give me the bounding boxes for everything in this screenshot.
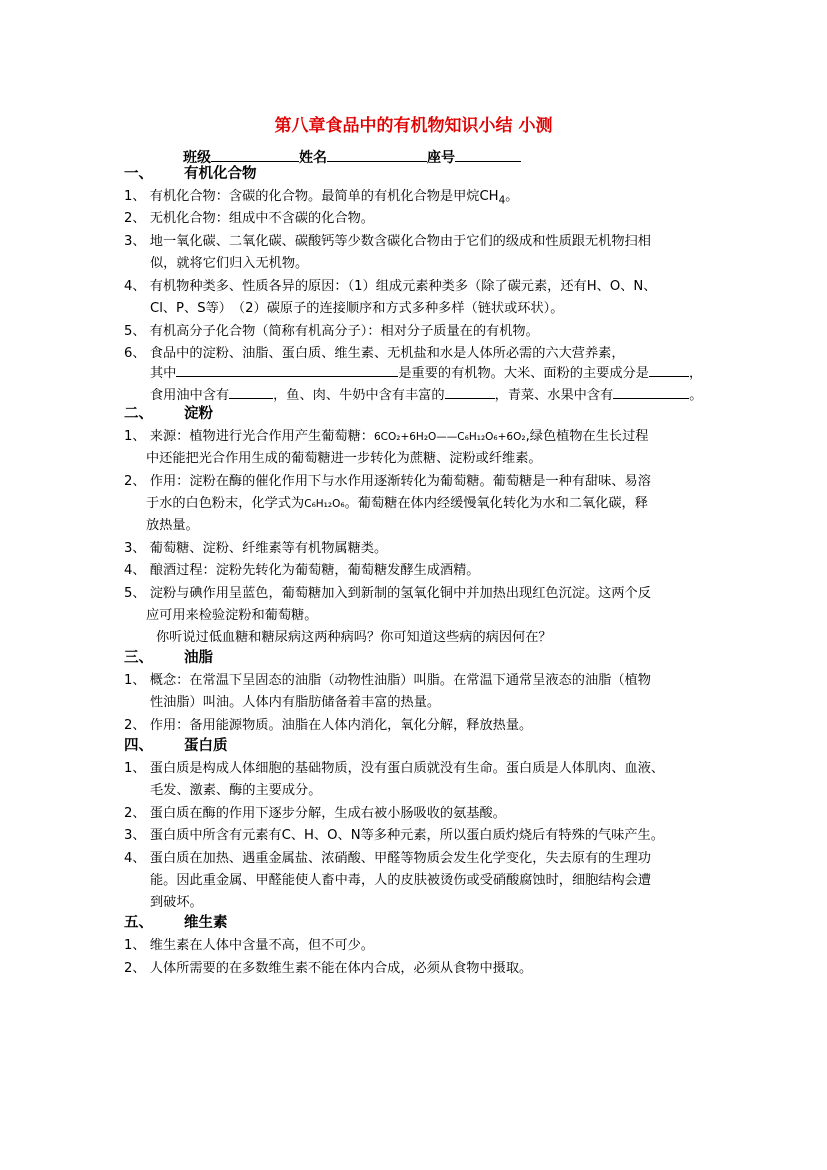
text-line: 6、 食品中的淀粉、油脂、蛋白质、维生素、无机盐和水是人体所必需的六大营养素，	[124, 346, 625, 361]
text-line: 2、 人体所需要的在多数维生素不能在体内合成，必须从食物中摄取。	[124, 961, 533, 976]
seat-blank	[455, 147, 521, 162]
text-line: 1、 概念：在常温下呈固态的油脂（动物性油脂）叫脂。在常温下通常呈液态的油脂（植物	[124, 673, 651, 688]
text-line: 3、 葡萄糖、淀粉、纤维素等有机物属糖类。	[124, 541, 388, 556]
text-line: 3、 地一氧化碳、二氧化碳、碳酸钙等少数含碳化合物由于它们的级成和性质跟无机物扫相	[124, 234, 651, 249]
text-line: 中还能把光合作用生成的葡萄糖进一步转化为蔗糖、淀粉或纤维素。	[146, 451, 542, 466]
fill-blank	[229, 386, 273, 399]
text-line: 4、 酿酒过程：淀粉先转化为葡萄糖，葡萄糖发酵生成酒精。	[124, 563, 480, 578]
section-heading: 一、 有机化合物	[124, 166, 257, 182]
fill-blank	[445, 386, 495, 399]
text-line: 1、 蛋白质是构成人体细胞的基础物质，没有蛋白质就没有生命。蛋白质是人体肌肉、血液、	[124, 761, 665, 776]
class-blank	[211, 147, 299, 162]
photosynthesis-equation: 6CO₂+6H₂O——C₆H₁₂O₆+6O₂	[373, 431, 526, 443]
seat-label: 座号	[427, 150, 455, 166]
text-line: 能。因此重金属、甲醛能使人畜中毒，人的皮肤被烫伤或受硝酸腐蚀时，细胞结构会遭	[150, 873, 652, 888]
fill-blank	[176, 364, 398, 377]
section-heading: 五、 维生素	[124, 915, 228, 931]
text-line: 到破坏。	[150, 895, 203, 910]
student-info-line	[183, 147, 521, 167]
class-label: 班级	[183, 150, 211, 166]
section-heading: 四、 蛋白质	[124, 738, 228, 754]
fill-blank	[613, 386, 689, 399]
page-title: 第八章食品中的有机物知识小结 小测	[274, 116, 553, 136]
text-line: 5、 淀粉与碘作用呈蓝色，葡萄糖加入到新制的氢氧化铜中并加热出现红色沉淀。这两个反	[124, 586, 651, 601]
text-line: 2、 作用：淀粉在酶的催化作用下与水作用逐渐转化为葡萄糖。葡萄糖是一种有甜味、易溶	[124, 474, 651, 489]
section-heading: 三、 油脂	[124, 650, 213, 666]
text-line: 于水的白色粉末，化学式为C₆H₁₂O₆。葡萄糖在体内经缓慢氧化转化为水和二氧化碳，释	[146, 496, 648, 511]
text-line: 你听说过低血糖和糖尿病这两种病吗？你可知道这些病的病因何在？	[156, 630, 552, 645]
text-line: 1、 维生素在人体中含量不高，但不可少。	[124, 938, 374, 953]
text-line: 似，就将它们归入无机物。	[150, 256, 309, 271]
text-line: 2、 蛋白质在酶的作用下逐步分解，生成右被小肠吸收的氨基酸。	[124, 806, 506, 821]
name-blank	[327, 147, 427, 162]
text-line: 5、 有机高分子化合物（简称有机高分子）：相对分子质量在的有机物。	[124, 324, 539, 339]
text-line: 性油脂）叫油。人体内有脂肪储备着丰富的热量。	[150, 695, 441, 710]
glucose-formula: C₆H₁₂O₆	[304, 498, 345, 510]
text-line: 毛发、激素、酶的主要成分。	[150, 783, 322, 798]
text-line: 2、 作用：备用能源物质。油脂在人体内消化，氧化分解，释放热量。	[124, 718, 533, 733]
text-line: Cl、P、S等） （2）碳原子的连接顺序和方式多种多样（链状或环状）。	[150, 301, 564, 316]
text-line: 食用油中含有 ，鱼、肉、牛奶中含有丰富的 ，青菜、水果中含有 。	[150, 388, 703, 403]
text-line: 4、 蛋白质在加热、遇重金属盐、浓硝酸、甲醛等物质会发生化学变化，失去原有的生理功	[124, 851, 651, 866]
text-line: 应可用来检验淀粉和葡萄糖。	[146, 608, 318, 623]
text-line: 1、 来源：植物进行光合作用产生葡萄糖：6CO₂+6H₂O——C₆H₁₂O₆+6O₂,绿色植物在生长过程	[124, 429, 649, 444]
text-line: 放热量。	[146, 518, 199, 533]
name-label: 姓名	[299, 150, 327, 166]
text-line: 3、 蛋白质中所含有元素有C、H、O、N等多种元素，所以蛋白质灼烧后有特殊的气味产生。	[124, 828, 664, 843]
section-heading: 二、 淀粉	[124, 406, 213, 422]
fill-blank	[649, 364, 689, 377]
text-line: 2、 无机化合物：组成中不含碳的化合物。	[124, 211, 374, 226]
text-line: 其中 是重要的有机物。大米、面粉的主要成分是 ，	[150, 366, 703, 381]
text-line: 1、 有机化合物：含碳的化合物。最简单的有机化合物是甲烷$CH_4$。	[124, 189, 519, 207]
text-line: 4、 有机物种类多、性质各异的原因：（1）组成元素种类多（除了碳元素，还有H、O、N、	[124, 279, 657, 294]
